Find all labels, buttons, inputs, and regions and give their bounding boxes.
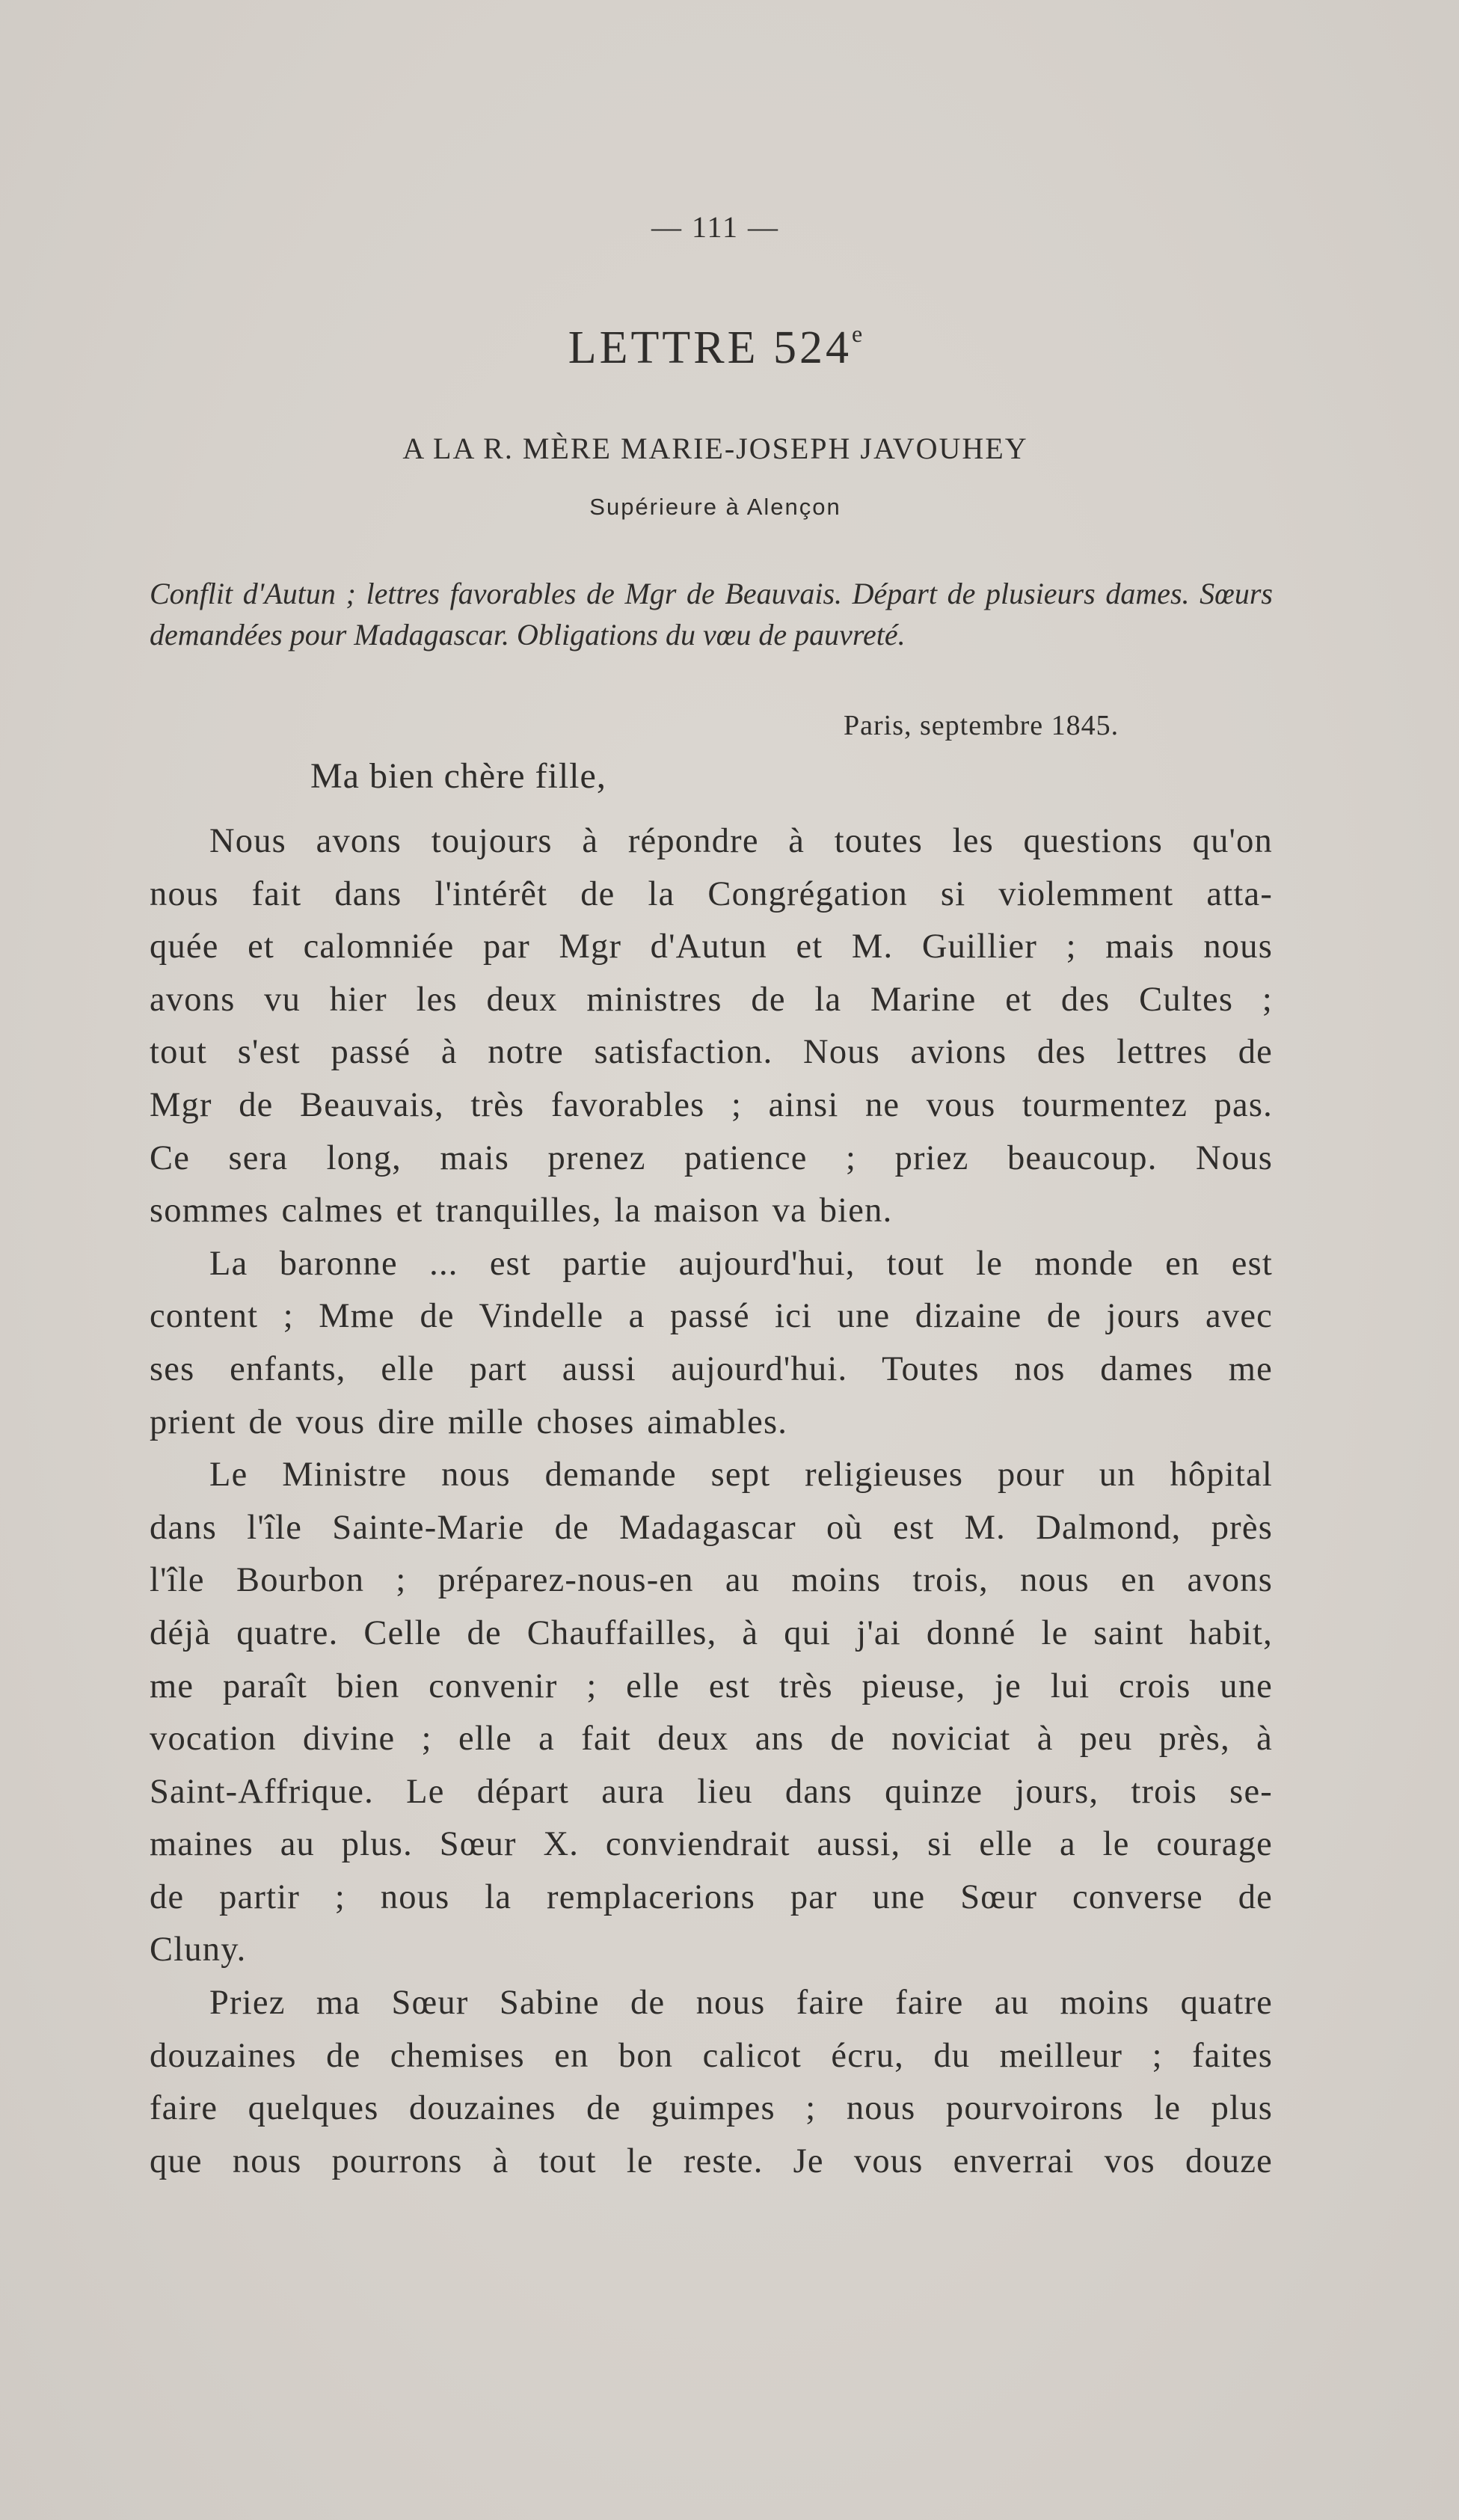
letter-title-text: LETTRE 524 bbox=[568, 322, 852, 373]
body-line: quée et calomniée par Mgr d'Autun et M. Guillier ; mais nous bbox=[150, 928, 1273, 966]
body-line: avons vu hier les deux ministres de la Marine et des Cultes ; bbox=[150, 980, 1273, 1019]
body-line: Mgr de Beauvais, très favorables ; ainsi ne vous tourmentez pas. bbox=[150, 1085, 1273, 1124]
body-line: faire quelques douzaines de guimpes ; nous pourvoirons le plus bbox=[150, 2089, 1273, 2128]
page-number: — 111 — bbox=[651, 210, 780, 244]
body-line: Le Ministre nous demande sept religieuses pour un hôpital bbox=[209, 1456, 1273, 1494]
body-line: prient de vous dire mille choses aimables. bbox=[150, 1402, 788, 1441]
body-line: maines au plus. Sœur X. conviendrait aussi, si elle a le courage bbox=[150, 1825, 1273, 1864]
body-line: Saint-Affrique. Le départ aura lieu dans quinze jours, trois se- bbox=[150, 1772, 1273, 1811]
body-line: ses enfants, elle part aussi aujourd'hui. Toutes nos dames me bbox=[150, 1349, 1273, 1388]
body-line: content ; Mme de Vindelle a passé ici une dizaine de jours avec bbox=[150, 1297, 1273, 1336]
body-line: sommes calmes et tranquilles, la maison va bien. bbox=[150, 1192, 893, 1230]
body-line: me paraît bien convenir ; elle est très pieuse, je lui crois une bbox=[150, 1667, 1273, 1705]
body-line: tout s'est passé à notre satisfaction. Nous avions des lettres de bbox=[150, 1033, 1273, 1072]
addressee-heading: A LA R. MÈRE MARIE-JOSEPH JAVOUHEY bbox=[402, 432, 1028, 465]
dateline: Paris, septembre 1845. bbox=[844, 710, 1119, 741]
body-line: Nous avons toujours à répondre à toutes les questions qu'on bbox=[209, 822, 1273, 860]
letter-title-superscript: e bbox=[852, 320, 863, 347]
body-line: nous fait dans l'intérêt de la Congrégation si violemment atta- bbox=[150, 874, 1273, 913]
salutation: Ma bien chère fille, bbox=[310, 756, 606, 796]
body-line: La baronne ... est partie aujourd'hui, tout le monde en est bbox=[209, 1244, 1273, 1283]
body-line: de partir ; nous la remplacerions par une Sœur converse de bbox=[150, 1877, 1273, 1916]
body-line: que nous pourrons à tout le reste. Je vous enverrai vos douze bbox=[150, 2142, 1273, 2180]
body-line: douzaines de chemises en bon calicot écru, du meilleur ; faites bbox=[150, 2036, 1273, 2075]
body-line: dans l'île Sainte-Marie de Madagascar où est M. Dalmond, près bbox=[150, 1508, 1273, 1547]
body-line: Cluny. bbox=[150, 1931, 247, 1969]
body-line: déjà quatre. Celle de Chauffailles, à qui j'ai donné le saint habit, bbox=[150, 1613, 1273, 1652]
body-line: l'île Bourbon ; préparez-nous-en au moins trois, nous en avons bbox=[150, 1561, 1273, 1600]
addressee-subtitle: Supérieure à Alençon bbox=[589, 494, 841, 520]
body-line: Priez ma Sœur Sabine de nous faire faire au moins quatre bbox=[209, 1984, 1273, 2023]
body-line: Ce sera long, mais prenez patience ; priez beaucoup. Nous bbox=[150, 1138, 1273, 1177]
letter-summary: Conflit d'Autun ; lettres favorables de Mgr de Beauvais. Départ de plusieurs dames. Sœurs demandées pour Madagascar. Obligations du vœu de pauvreté. bbox=[150, 577, 1273, 652]
body-line: vocation divine ; elle a fait deux ans de noviciat à peu près, à bbox=[150, 1720, 1273, 1759]
letter-body bbox=[150, 815, 1273, 2188]
letter-title bbox=[0, 320, 1431, 375]
